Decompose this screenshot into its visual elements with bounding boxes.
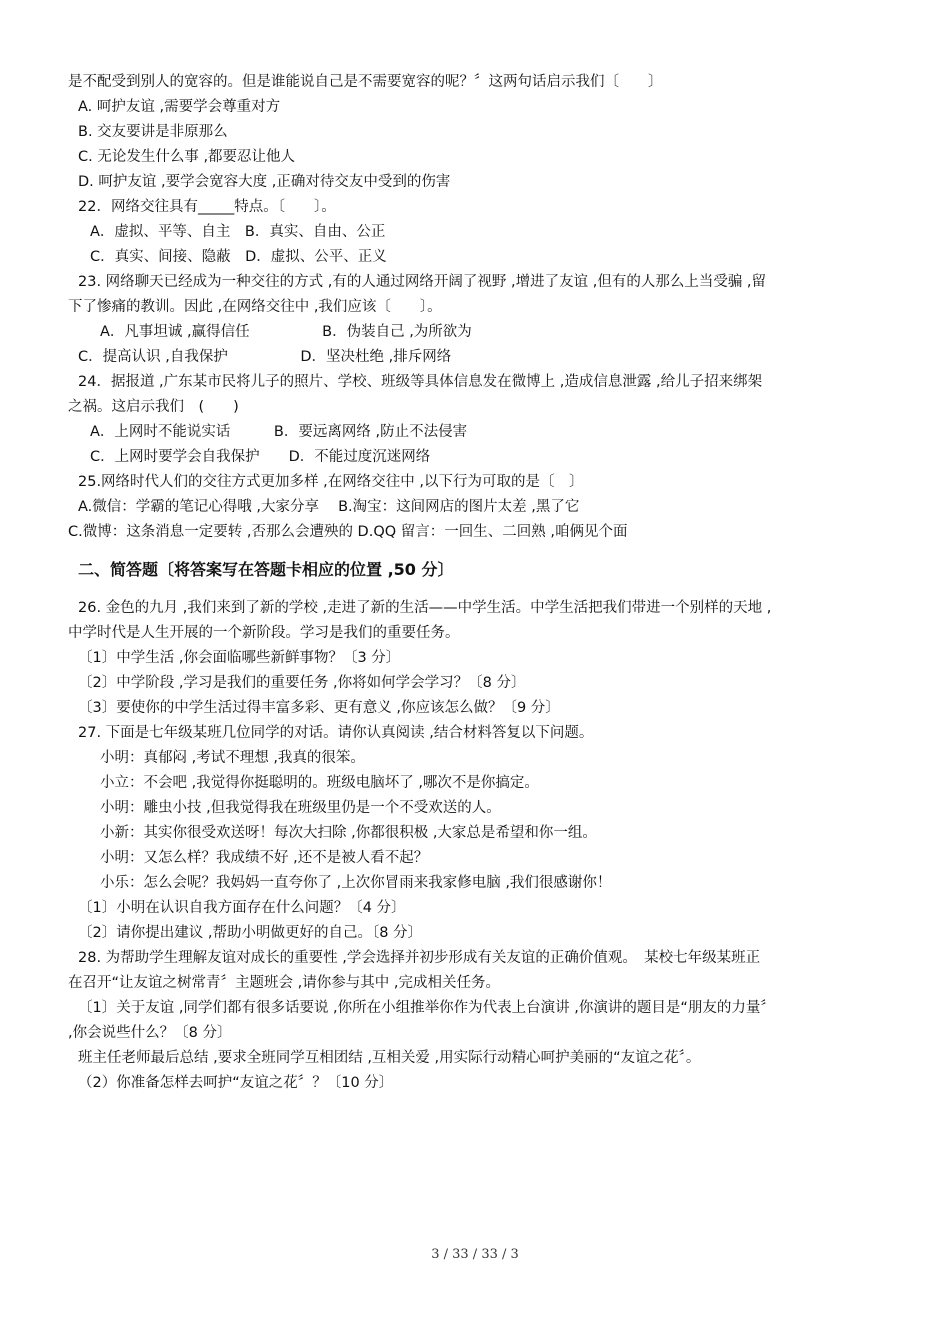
dialogue-line: 小明：雕虫小技 ,但我觉得我在班级里仍是一个不受欢送的人。: [100, 800, 501, 816]
options-ab: A．凡事坦诚 ,赢得信任 B．伪装自己 ,为所欲为: [100, 324, 472, 340]
question-23: 23. 网络聊天已经成为一种交往的方式 ,有的人通过网络开阔了视野 ,增进了友谊 ,但有的人那么上当受骗 ,留: [78, 274, 767, 290]
options-cd: C．上网时要学会自我保护 D．不能过度沉迷网络: [90, 449, 431, 465]
question-27: 27. 下面是七年级某班几位同学的对话。请你认真阅读 ,结合材料答复以下问题。: [78, 725, 594, 741]
dialogue-line: 小明：又怎么样？我成绩不好 ,还不是被人看不起？: [100, 850, 429, 866]
question-24: 24．据报道 ,广东某市民将儿子的照片、学校、班级等具体信息发在微博上 ,造成信息泄露 ,给儿子招来绑架: [78, 374, 763, 390]
text-line: 下了惨痛的教训。因此 ,在网络交往中 ,我们应该〔 〕。: [68, 299, 442, 315]
dialogue-line: 小立：不会吧 ,我觉得你挺聪明的。班级电脑坏了 ,哪次不是你搞定。: [100, 775, 539, 791]
section-heading: 二、简答题〔将答案写在答题卡相应的位置 ,50 分〕: [78, 560, 454, 579]
text-line: 班主任老师最后总结 ,要求全班同学互相团结 ,互相关爱 ,用实际行动精心呵护美丽的“友谊之花〞。: [78, 1050, 701, 1066]
options-ab: A．虚拟、平等、自主 B．真实、自由、公正: [90, 224, 386, 240]
options-cd: C．提高认识 ,自我保护 D．坚决杜绝 ,排斥网络: [78, 349, 452, 365]
sub-question: （2）你准备怎样去呵护“友谊之花〞？〔10 分〕: [78, 1075, 394, 1091]
sub-question: 〔3〕要使你的中学生活过得丰富多彩、更有意义 ,你应该怎么做？〔9 分〕: [78, 700, 560, 716]
options-cd: C．真实、间接、隐蔽 D．虚拟、公平、正义: [90, 249, 387, 265]
option-c: C. 无论发生什么事 ,都要忍让他人: [78, 149, 296, 165]
option-b: B. 交友要讲是非原那么: [78, 124, 228, 140]
options-cd: C.微博：这条消息一定要转 ,否那么会遭殃的 D.QQ 留言：一回生、二回熟 ,咱俩见个面: [68, 524, 628, 540]
sub-question: 〔1〕关于友谊 ,同学们都有很多话要说 ,你所在小组推举你作为代表上台演讲 ,你演讲的题目是“朋友的力量〞: [78, 1000, 775, 1016]
text-line: 是不配受到别人的宽容的。但是谁能说自己是不需要宽容的呢？〞这两句话启示我们〔 〕: [68, 74, 663, 90]
text-line: 在召开“让友谊之树常青〞主题班会 ,请你参与其中 ,完成相关任务。: [68, 975, 500, 991]
question-22: 22．网络交往具有_____特点。〔 〕。: [78, 199, 336, 215]
sub-question: 〔1〕小明在认识自我方面存在什么问题？〔4 分〕: [78, 900, 406, 916]
question-26: 26. 金色的九月 ,我们来到了新的学校 ,走进了新的生活——中学生活。中学生活把我们带进一个别样的天地 ,: [78, 600, 772, 616]
text-line: ,你会说些什么？〔8 分〕: [68, 1025, 232, 1041]
dialogue-line: 小新：其实你很受欢送呀！每次大扫除 ,你都很积极 ,大家总是希望和你一组。: [100, 825, 597, 841]
options-ab: A.微信：学霸的笔记心得哦 ,大家分享 B.淘宝：这间网店的图片太差 ,黑了它: [78, 499, 580, 515]
sub-question: 〔2〕请你提出建议 ,帮助小明做更好的自己。〔8 分〕: [78, 925, 423, 941]
question-25: 25.网络时代人们的交往方式更加多样 ,在网络交往中 ,以下行为可取的是〔 〕: [78, 474, 584, 490]
sub-question: 〔2〕中学阶段 ,学习是我们的重要任务 ,你将如何学会学习？〔8 分〕: [78, 675, 526, 691]
options-ab: A．上网时不能说实话 B．要远离网络 ,防止不法侵害: [90, 424, 468, 440]
question-28: 28. 为帮助学生理解友谊对成长的重要性 ,学会选择并初步形成有关友谊的正确价值观。 某校七年级某班正: [78, 950, 761, 966]
dialogue-line: 小乐：怎么会呢？我妈妈一直夸你了 ,上次你冒雨来我家修电脑 ,我们很感谢你！: [100, 875, 612, 891]
option-d: D. 呵护友谊 ,要学会宽容大度 ,正确对待交友中受到的伤害: [78, 174, 451, 190]
option-a: A. 呵护友谊 ,需要学会尊重对方: [78, 99, 281, 115]
sub-question: 〔1〕中学生活 ,你会面临哪些新鲜事物？〔3 分〕: [78, 650, 401, 666]
text-line: 中学时代是人生开展的一个新阶段。学习是我们的重要任务。: [68, 625, 460, 641]
text-line: 之祸。这启示我们 ( ): [68, 399, 239, 415]
page-footer: 3 / 33 / 33 / 3: [431, 1247, 519, 1262]
dialogue-line: 小明：真郁闷 ,考试不理想 ,我真的很笨。: [100, 750, 365, 766]
